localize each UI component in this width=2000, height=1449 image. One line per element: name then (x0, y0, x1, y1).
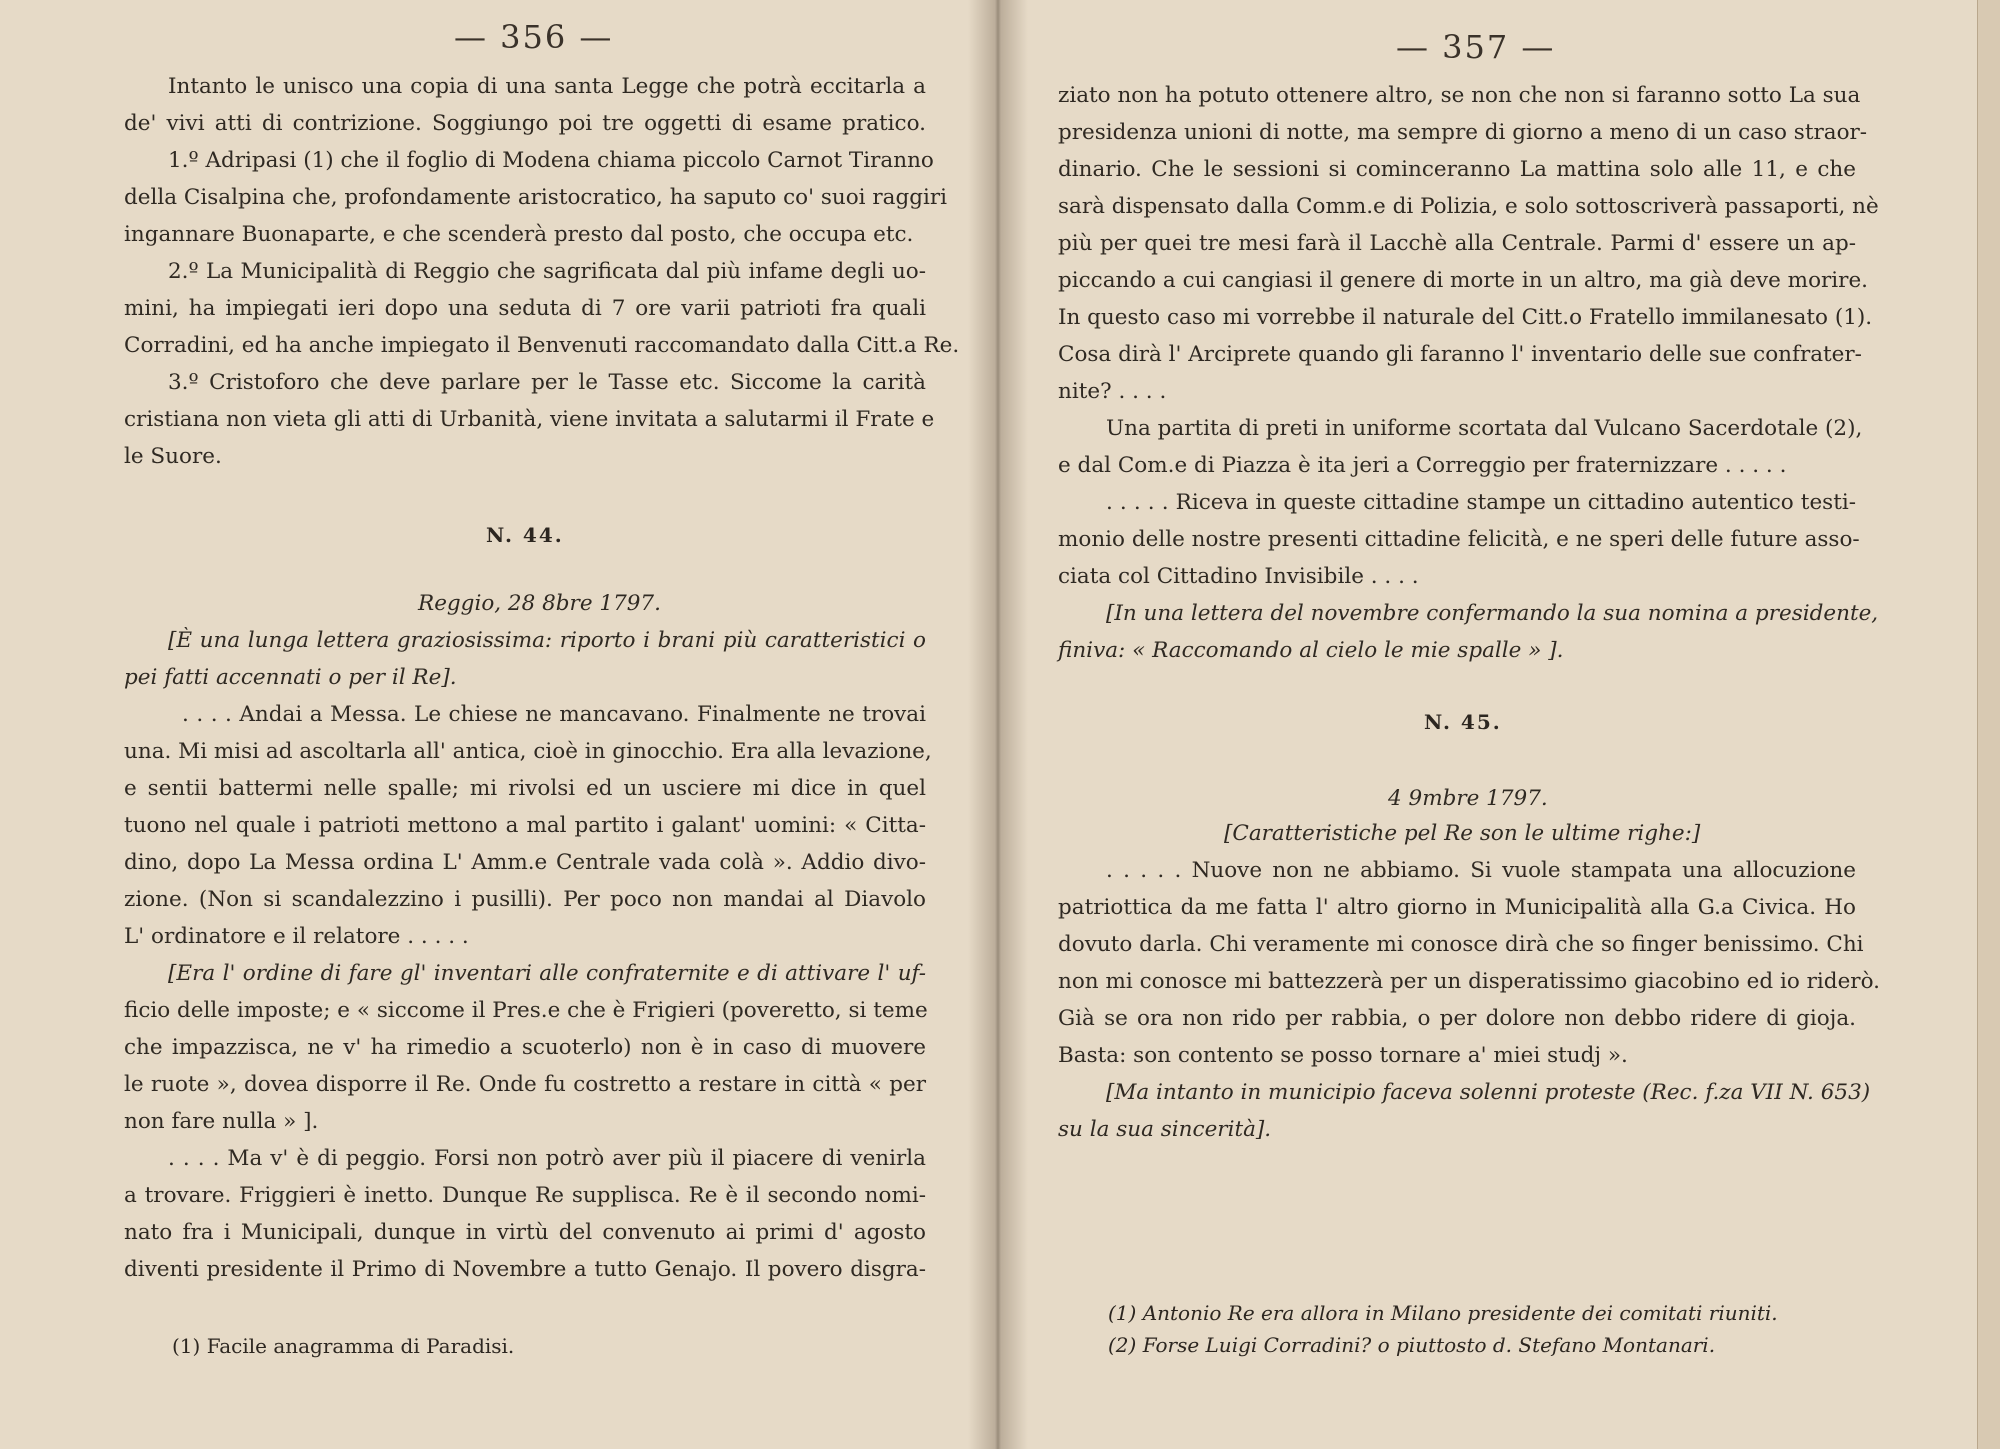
right-line-15: [In una lettera del novembre confermando la sua nomina a presidente, (1106, 601, 1879, 626)
right-line-14: ciata col Cittadino Invisibile . . . . (1058, 564, 1419, 589)
book-gutter-shadow (968, 0, 1028, 1449)
right-footnote-1: (1) Antonio Re era allora in Milano presidente dei comitati riuniti. (1108, 1301, 1778, 1325)
right-body-7: [Ma intanto in municipio faceva solenni proteste (Rec. f.za VII N. 653) (1106, 1080, 1871, 1105)
right-body-4: non mi conosce mi battezzerà per un disperatissimo giacobino ed io riderò. (1058, 969, 1880, 994)
right-line-13: monio delle nostre presenti cittadine felicità, e ne speri delle future asso- (1058, 527, 1860, 552)
left-page-number: — 356 — (454, 18, 614, 56)
left-page (0, 0, 992, 1449)
left-footnote: (1) Facile anagramma di Paradisi. (172, 1334, 515, 1358)
left-body-14: non fare nulla » ]. (124, 1109, 319, 1134)
left-dateline: Reggio, 28 8bre 1797. (418, 591, 661, 616)
right-body-6: Basta: son contento se posso tornare a' miei studj ». (1058, 1043, 1628, 1068)
left-line-4: della Cisalpina che, profondamente aristocratico, ha saputo co' suoi raggiri (124, 185, 948, 210)
left-body-4: una. Mi misi ad ascoltarla all' antica, cioè in ginocchio. Era alla levazione, (124, 739, 932, 764)
left-body-5: e sentii battermi nelle spalle; mi rivolsi ed un usciere mi dice in quel (124, 776, 926, 801)
left-line-11: le Suore. (124, 444, 222, 469)
left-section-heading: N. 44. (486, 523, 564, 547)
left-body-7: dino, dopo La Messa ordina L' Amm.e Centrale vada colà ». Addio divo- (124, 850, 926, 875)
left-line-2: de' vivi atti di contrizione. Soggiungo poi tre oggetti di esame pratico. (124, 111, 926, 136)
right-body-3: dovuto darla. Chi veramente mi conosce dirà che so finger benissimo. Chi (1058, 932, 1864, 957)
left-body-10: [Era l' ordine di fare gl' inventari alle confraternite e di attivare l' uf- (168, 961, 926, 986)
left-line-8: Corradini, ed ha anche impiegato il Benvenuti raccomandato dalla Citt.a Re. (124, 333, 960, 358)
right-line-12: . . . . . Riceva in queste cittadine stampe un cittadino autentico testi- (1106, 490, 1856, 515)
right-line-11: e dal Com.e di Piazza è ita jeri a Correggio per fraternizzare . . . . . (1058, 453, 1787, 478)
right-line-4: sarà dispensato dalla Comm.e di Polizia, e solo sottoscriverà passaporti, nè (1058, 194, 1879, 219)
right-dateline: 4 9mbre 1797. (1388, 786, 1548, 811)
left-body-17: nato fra i Municipali, dunque in virtù del convenuto ai primi d' agosto (124, 1220, 926, 1245)
right-section-heading: N. 45. (1424, 710, 1502, 734)
right-subheading: [Caratteristiche pel Re son le ultime righe:] (1224, 821, 1701, 846)
right-line-16: finiva: « Raccomando al cielo le mie spalle » ]. (1058, 638, 1564, 663)
left-body-9: L' ordinatore e il relatore . . . . . (124, 924, 469, 949)
right-body-5: Già se ora non rido per rabbia, o per dolore non debbo ridere di gioja. (1058, 1006, 1856, 1031)
left-line-9: 3.º Cristoforo che deve parlare per le Tasse etc. Siccome la carità (168, 370, 926, 395)
right-body-2: patriottica da me fatta l' altro giorno in Municipalità alla G.a Civica. Ho (1058, 895, 1856, 920)
right-body-8: su la sua sincerità]. (1058, 1117, 1272, 1142)
left-body-1: [È una lunga lettera graziosissima: riporto i brani più caratteristici o (168, 628, 926, 653)
left-line-1: Intanto le unisco una copia di una santa Legge che potrà eccitarla a (168, 74, 926, 99)
left-body-11: ficio delle imposte; e « siccome il Pres.e che è Frigieri (poveretto, si teme (124, 998, 928, 1023)
left-line-7: mini, ha impiegati ieri dopo una seduta di 7 ore varii patrioti fra quali (124, 296, 926, 321)
right-line-1: ziato non ha potuto ottenere altro, se non che non si faranno sotto La sua (1058, 83, 1861, 108)
left-body-2: pei fatti accennati o per il Re]. (124, 665, 457, 690)
left-body-13: le ruote », dovea disporre il Re. Onde fu costretto a restare in città « per (124, 1072, 926, 1097)
left-line-5: ingannare Buonaparte, e che scenderà presto dal posto, che occupa etc. (124, 222, 914, 247)
right-footnote-2: (2) Forse Luigi Corradini? o piuttosto d. Stefano Montanari. (1108, 1333, 1716, 1357)
right-line-8: Cosa dirà l' Arciprete quando gli faranno l' inventario delle sue confrater- (1058, 342, 1862, 367)
left-body-18: diventi presidente il Primo di Novembre a tutto Genajo. Il povero disgra- (124, 1257, 926, 1282)
left-body-6: tuono nel quale i patrioti mettono a mal partito i galant' uomini: « Citta- (124, 813, 926, 838)
right-page-number: — 357 — (1396, 28, 1556, 66)
right-line-9: nite? . . . . (1058, 379, 1167, 404)
right-line-3: dinario. Che le sessioni si cominceranno La mattina solo alle 11, e che (1058, 157, 1856, 182)
left-body-3: . . . . Andai a Messa. Le chiese ne mancavano. Finalmente ne trovai (182, 702, 926, 727)
right-line-10: Una partita di preti in uniforme scortata dal Vulcano Sacerdotale (2), (1106, 416, 1863, 441)
left-line-10: cristiana non vieta gli atti di Urbanità, viene invitata a salutarmi il Frate e (124, 407, 935, 432)
left-body-8: zione. (Non si scandalezzino i pusilli). Per poco non mandai al Diavolo (124, 887, 926, 912)
right-body-1: . . . . . Nuove non ne abbiamo. Si vuole stampata una allocuzione (1106, 858, 1856, 883)
left-line-3: 1.º Adripasi (1) che il foglio di Modena chiama piccolo Carnot Tiranno (168, 148, 934, 173)
right-page (992, 0, 2000, 1449)
right-line-7: In questo caso mi vorrebbe il naturale del Citt.o Fratello immilanesato (1). (1058, 305, 1873, 330)
left-body-15: . . . . Ma v' è di peggio. Forsi non potrò aver più il piacere di venirla (168, 1146, 926, 1171)
right-line-6: piccando a cui cangiasi il genere di morte in un altro, ma già deve morire. (1058, 268, 1868, 293)
right-line-5: più per quei tre mesi farà il Lacchè alla Centrale. Parmi d' essere un ap- (1058, 231, 1856, 256)
left-line-6: 2.º La Municipalità di Reggio che sagrificata dal più infame degli uo- (168, 259, 926, 284)
left-body-16: a trovare. Friggieri è inetto. Dunque Re supplisca. Re è il secondo nomi- (124, 1183, 926, 1208)
page-edge (1977, 0, 2000, 1449)
left-body-12: che impazzisca, ne v' ha rimedio a scuoterlo) non è in caso di muovere (124, 1035, 926, 1060)
right-line-2: presidenza unioni di notte, ma sempre di giorno a meno di un caso straor- (1058, 120, 1868, 145)
